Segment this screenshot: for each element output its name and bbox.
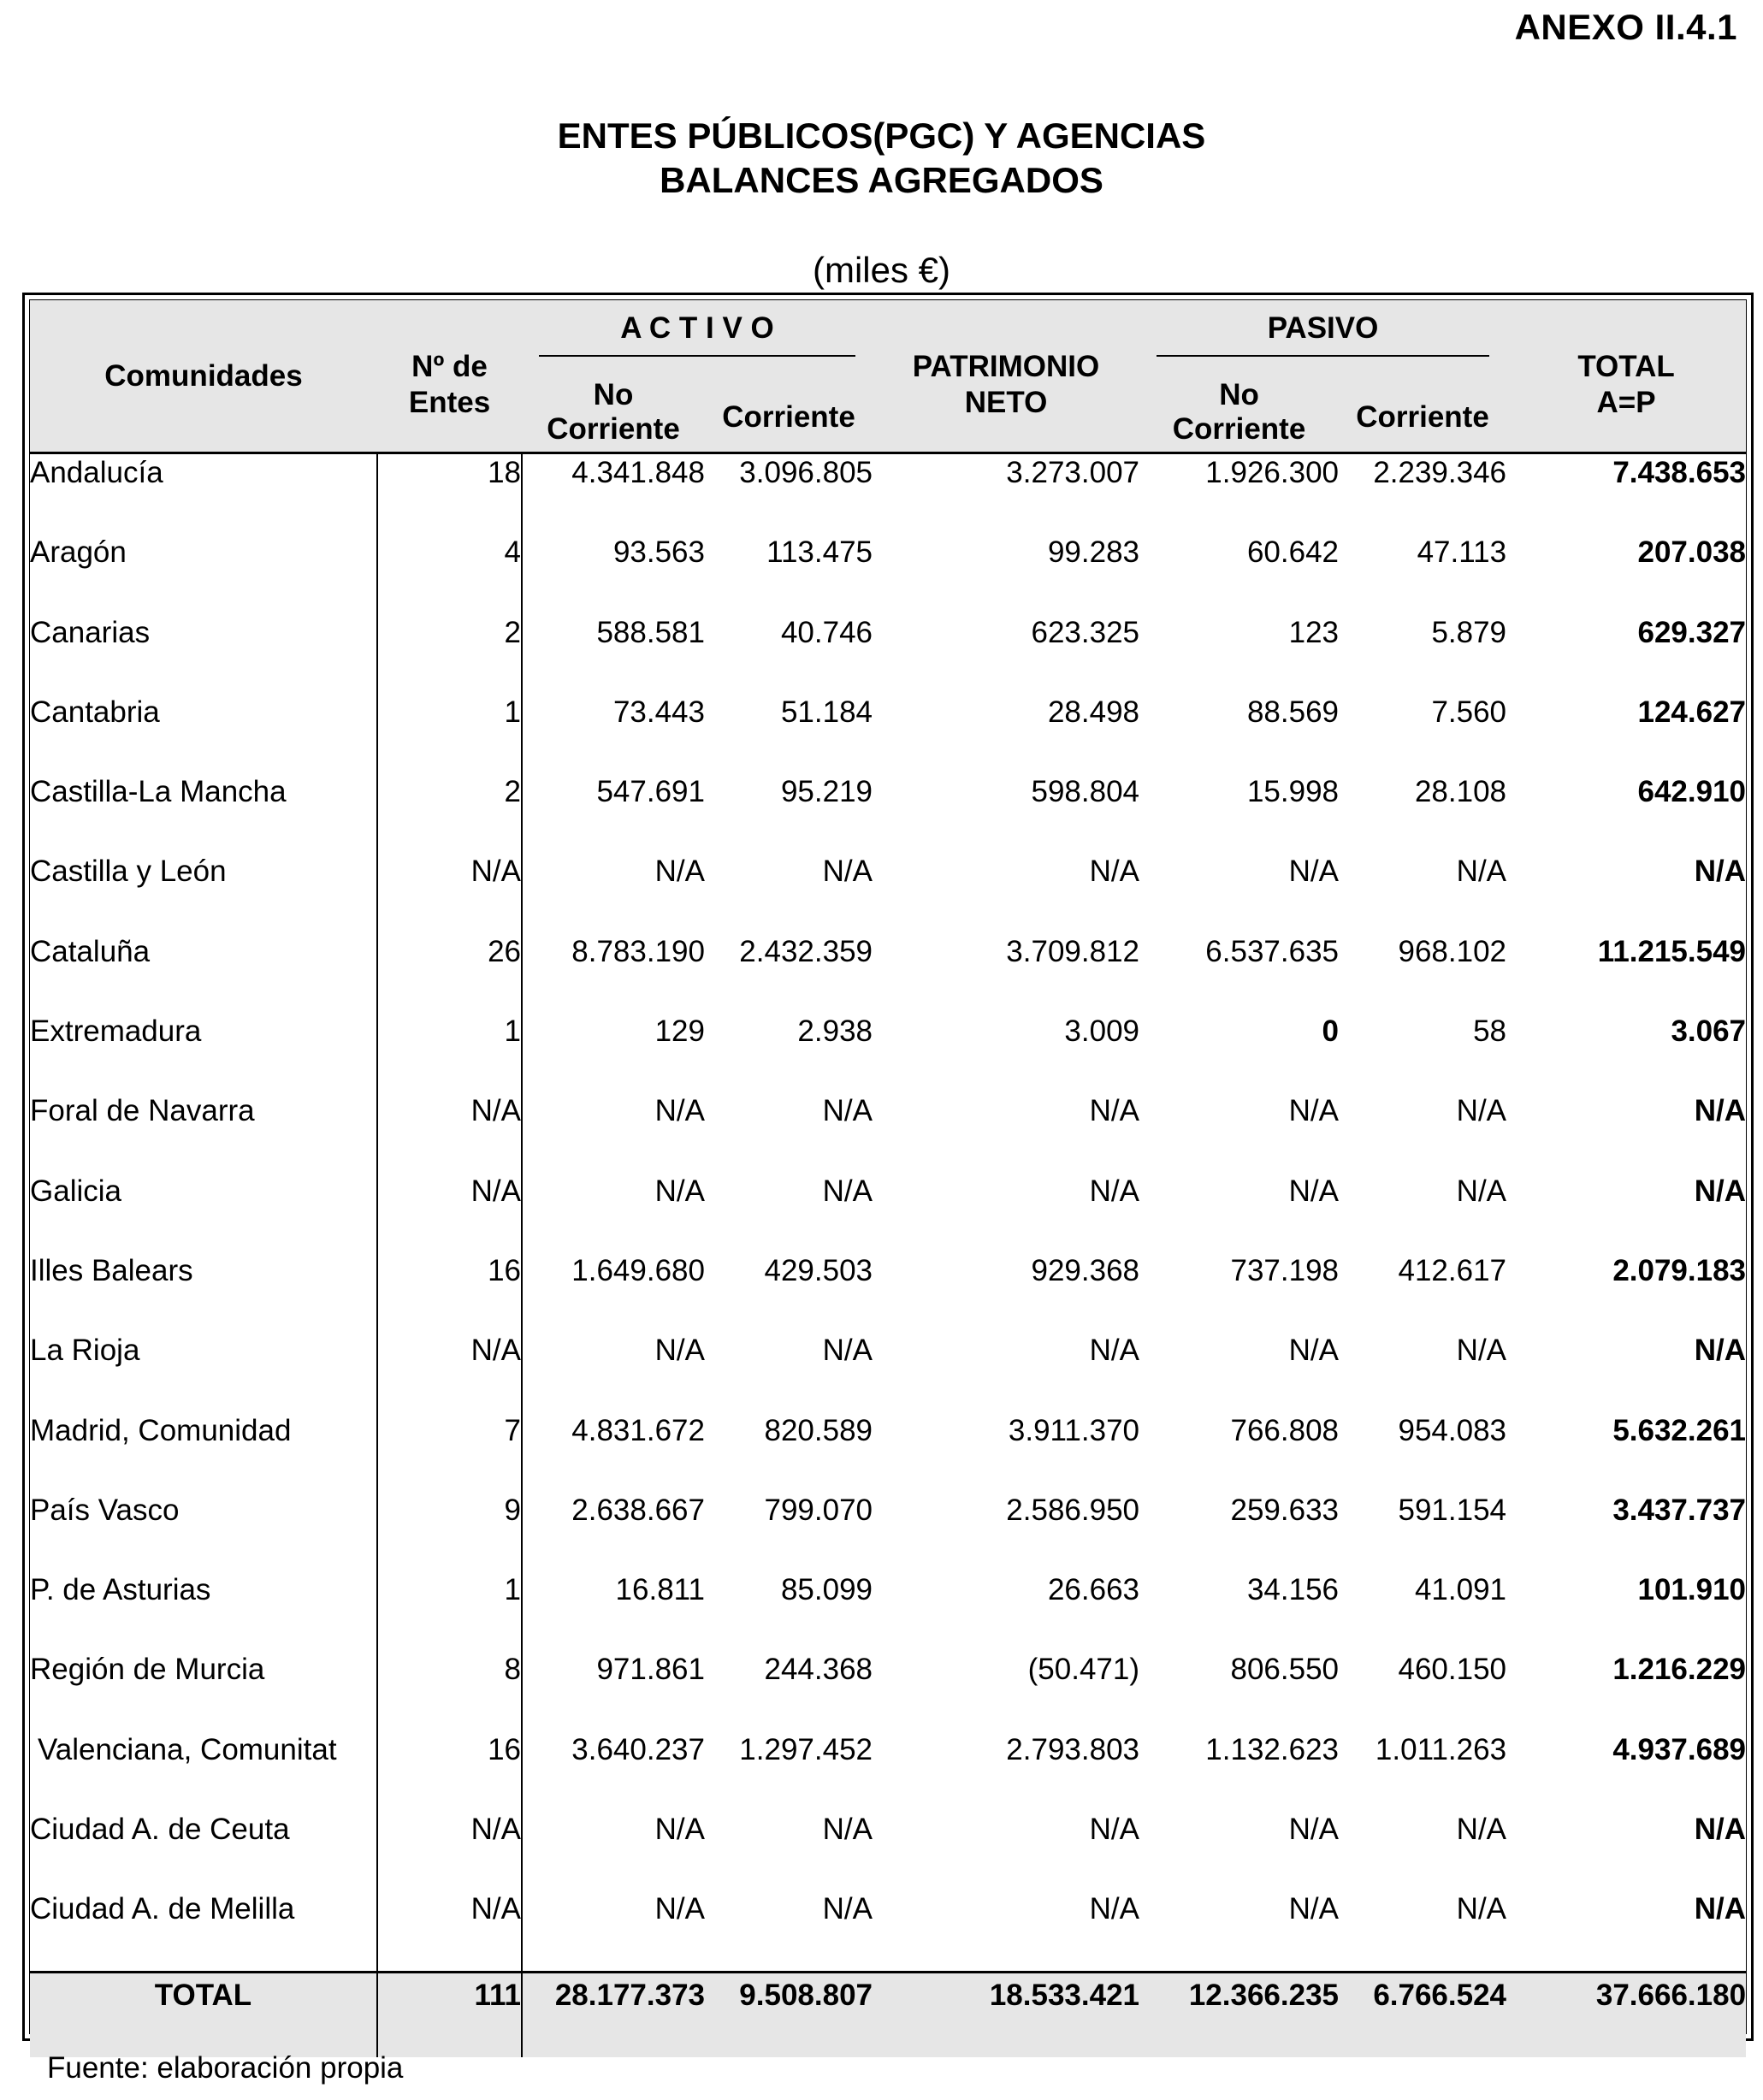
cell-pasivo-no-corriente: N/A [1288, 1813, 1340, 1847]
cell-n-entes: 2 [377, 614, 522, 694]
header-n-entes [377, 300, 522, 453]
cell-activo-corriente: 799.070 [764, 1493, 873, 1527]
cell-pasivo-corriente: N/A [1456, 1174, 1507, 1208]
cell-total-ap: 207.038 [1637, 535, 1747, 570]
cell-activo-no-corriente: N/A [654, 1813, 705, 1847]
cell-activo-no-corriente: N/A [654, 855, 705, 889]
cell-n-entes: 1 [377, 1571, 522, 1651]
cell-pasivo-corriente: 7.560 [1431, 695, 1507, 729]
balance-table [30, 300, 1746, 2057]
total-activo-no-corriente: 28.177.373 [522, 1972, 705, 2057]
cell-activo-no-corriente: 16.811 [615, 1573, 705, 1607]
cell-comunidad: Ciudad A. de Melilla [30, 1890, 377, 1972]
cell-activo-corriente: N/A [822, 855, 873, 889]
cell-pasivo-corriente: N/A [1456, 1892, 1507, 1926]
cell-total-ap: 3.437.737 [1612, 1493, 1747, 1527]
cell-activo-corriente: N/A [822, 1174, 873, 1208]
cell-activo-no-corriente: N/A [654, 1094, 705, 1128]
cell-total-ap: 7.438.653 [1612, 456, 1747, 489]
header-activo-no-corriente [522, 357, 705, 453]
cell-total-ap: 124.627 [1637, 695, 1747, 729]
cell-comunidad: Ciudad A. de Ceuta [30, 1811, 377, 1890]
cell-total-ap: N/A [1694, 1892, 1747, 1926]
cell-total-ap: 101.910 [1637, 1573, 1747, 1607]
cell-pasivo-corriente: N/A [1456, 1334, 1507, 1368]
total-patrimonio-neto: 18.533.421 [873, 1972, 1139, 2057]
cell-pasivo-no-corriente: 259.633 [1230, 1493, 1340, 1527]
cell-comunidad: Castilla-La Mancha [30, 773, 377, 853]
cell-pasivo-no-corriente: 15.998 [1246, 775, 1340, 809]
cell-pasivo-no-corriente: N/A [1288, 1892, 1340, 1926]
cell-patrimonio-neto: 3.709.812 [1006, 934, 1140, 968]
header-patrimonio-line1: PATRIMONIO [912, 349, 1100, 383]
cell-n-entes: 2 [377, 773, 522, 853]
header-total [1506, 300, 1746, 453]
cell-pasivo-no-corriente: N/A [1288, 1174, 1340, 1208]
cell-patrimonio-neto: N/A [1089, 1094, 1140, 1128]
cell-patrimonio-neto: N/A [1089, 855, 1140, 889]
header-n-entes-line2: Entes [408, 385, 491, 419]
cell-patrimonio-neto: N/A [1089, 1892, 1140, 1926]
cell-n-entes: 4 [377, 534, 522, 613]
header-pasivo-no-line2: Corriente [1172, 412, 1306, 446]
cell-activo-corriente: 95.219 [780, 775, 873, 809]
cell-n-entes: 7 [377, 1412, 522, 1492]
cell-n-entes: 1 [377, 1013, 522, 1092]
header-n-entes-line1: Nº de [411, 349, 488, 383]
header-pasivo-no-line1: No [1219, 378, 1259, 411]
cell-pasivo-corriente: 5.879 [1431, 615, 1507, 649]
table-body [30, 453, 1746, 1973]
header-activo-corriente [705, 357, 873, 453]
total-activo-corriente: 9.508.807 [705, 1972, 873, 2057]
cell-n-entes: N/A [377, 1092, 522, 1172]
cell-patrimonio-neto: 2.586.950 [1006, 1493, 1140, 1527]
header-total-line1: TOTAL [1577, 349, 1675, 383]
cell-total-ap: N/A [1694, 1334, 1747, 1368]
table-row [30, 933, 1746, 1013]
cell-total-ap: N/A [1694, 1174, 1747, 1208]
cell-patrimonio-neto: 26.663 [1047, 1573, 1140, 1607]
cell-total-ap: 1.216.229 [1612, 1653, 1747, 1687]
cell-activo-no-corriente: 4.831.672 [571, 1413, 705, 1447]
cell-pasivo-no-corriente: N/A [1288, 855, 1340, 889]
cell-comunidad: Cataluña [30, 933, 377, 1013]
cell-activo-no-corriente: 2.638.667 [571, 1493, 705, 1527]
header-pasivo-corriente [1339, 357, 1506, 453]
document-title: ENTES PÚBLICOS(PGC) Y AGENCIAS [557, 115, 1206, 156]
header-patrimonio-line2: NETO [964, 385, 1048, 419]
table-row [30, 1092, 1746, 1172]
cell-comunidad: Madrid, Comunidad [30, 1412, 377, 1492]
cell-activo-no-corriente: 8.783.190 [571, 934, 705, 968]
table-row [30, 1013, 1746, 1092]
cell-pasivo-no-corriente: 0 [1322, 1015, 1340, 1049]
cell-activo-no-corriente: 73.443 [612, 695, 705, 729]
cell-patrimonio-neto: 598.804 [1031, 775, 1140, 809]
cell-pasivo-corriente: 2.239.346 [1373, 456, 1507, 489]
header-patrimonio [873, 300, 1139, 453]
cell-comunidad: Castilla y León [30, 853, 377, 932]
cell-pasivo-no-corriente: 34.156 [1246, 1573, 1340, 1607]
table-row [30, 614, 1746, 694]
cell-pasivo-corriente: 412.617 [1398, 1253, 1507, 1287]
table-row [30, 1412, 1746, 1492]
cell-pasivo-corriente: 954.083 [1398, 1413, 1507, 1447]
cell-activo-corriente: 113.475 [766, 535, 873, 570]
cell-pasivo-no-corriente: 806.550 [1230, 1653, 1340, 1687]
header-activo-corriente-label: Corriente [722, 400, 855, 434]
cell-pasivo-corriente: N/A [1456, 855, 1507, 889]
cell-activo-corriente: 2.938 [797, 1015, 873, 1049]
cell-n-entes: N/A [377, 1332, 522, 1411]
cell-activo-corriente: N/A [822, 1334, 873, 1368]
cell-activo-no-corriente: 129 [654, 1015, 705, 1049]
table-row [30, 1252, 1746, 1332]
cell-pasivo-no-corriente: 88.569 [1246, 695, 1340, 729]
header-activo-label: A C T I V O [620, 311, 774, 345]
cell-pasivo-no-corriente: N/A [1288, 1334, 1340, 1368]
table-row [30, 1173, 1746, 1252]
cell-total-ap: N/A [1694, 1813, 1747, 1847]
cell-activo-corriente: 2.432.359 [739, 934, 873, 968]
cell-comunidad: Cantabria [30, 694, 377, 773]
table-row [30, 773, 1746, 853]
header-pasivo-label: PASIVO [1267, 311, 1379, 345]
cell-pasivo-no-corriente: 123 [1288, 615, 1340, 649]
cell-n-entes: N/A [377, 1811, 522, 1890]
annex-code: ANEXO II.4.1 [1514, 7, 1737, 47]
cell-patrimonio-neto: 2.793.803 [1006, 1732, 1140, 1766]
cell-comunidad: La Rioja [30, 1332, 377, 1411]
cell-total-ap: 11.215.549 [1597, 934, 1747, 968]
cell-activo-corriente: 85.099 [780, 1573, 873, 1607]
cell-patrimonio-neto: N/A [1089, 1334, 1140, 1368]
cell-activo-corriente: N/A [822, 1813, 873, 1847]
cell-n-entes: 16 [377, 1252, 522, 1332]
header-activo-no-line1: No [593, 378, 634, 411]
cell-pasivo-no-corriente: N/A [1288, 1094, 1340, 1128]
cell-patrimonio-neto: N/A [1089, 1174, 1140, 1208]
cell-comunidad: País Vasco [30, 1492, 377, 1571]
cell-comunidad: Galicia [30, 1173, 377, 1252]
cell-pasivo-corriente: 28.108 [1414, 775, 1507, 809]
cell-activo-no-corriente: 588.581 [596, 615, 705, 649]
table-row [30, 1332, 1746, 1411]
cell-activo-no-corriente: N/A [654, 1892, 705, 1926]
document-subtitle: BALANCES AGREGADOS [660, 160, 1103, 200]
cell-pasivo-no-corriente: 737.198 [1230, 1253, 1340, 1287]
cell-pasivo-corriente: 47.113 [1417, 535, 1507, 570]
cell-activo-corriente: 820.589 [764, 1413, 873, 1447]
cell-n-entes: 9 [377, 1492, 522, 1571]
cell-n-entes: 1 [377, 694, 522, 773]
cell-activo-no-corriente: 547.691 [596, 775, 705, 809]
cell-patrimonio-neto: 3.273.007 [1006, 456, 1140, 489]
total-total-ap: 37.666.180 [1506, 1972, 1746, 2057]
table-row [30, 1890, 1746, 1972]
cell-activo-no-corriente: 3.640.237 [571, 1732, 705, 1766]
table-row [30, 853, 1746, 932]
cell-n-entes: 26 [377, 933, 522, 1013]
cell-total-ap: 642.910 [1637, 775, 1747, 809]
header-activo [522, 300, 873, 357]
cell-pasivo-corriente: 41.091 [1414, 1573, 1507, 1607]
cell-total-ap: 3.067 [1671, 1015, 1747, 1049]
cell-comunidad: Extremadura [30, 1013, 377, 1092]
cell-pasivo-corriente: 591.154 [1398, 1493, 1507, 1527]
cell-activo-corriente: 244.368 [764, 1653, 873, 1687]
cell-patrimonio-neto: 28.498 [1047, 695, 1140, 729]
header-activo-no-line2: Corriente [547, 412, 680, 446]
table-row [30, 1731, 1746, 1811]
table-row [30, 1492, 1746, 1571]
cell-n-entes: 16 [377, 1731, 522, 1811]
table-row [30, 453, 1746, 535]
cell-total-ap: 2.079.183 [1612, 1253, 1747, 1287]
cell-patrimonio-neto: 929.368 [1031, 1253, 1140, 1287]
header-comunidades-label: Comunidades [104, 358, 303, 393]
cell-activo-no-corriente: 93.563 [612, 535, 705, 570]
cell-pasivo-no-corriente: 60.642 [1246, 535, 1340, 570]
table-row [30, 694, 1746, 773]
cell-pasivo-corriente: N/A [1456, 1094, 1507, 1128]
cell-total-ap: 5.632.261 [1612, 1413, 1747, 1447]
cell-activo-corriente: 40.746 [780, 615, 873, 649]
total-label: TOTAL [30, 1972, 377, 2057]
cell-activo-no-corriente: N/A [654, 1334, 705, 1368]
source-note: Fuente: elaboración propia [47, 2051, 404, 2085]
cell-n-entes: 8 [377, 1651, 522, 1730]
cell-comunidad: Illes Balears [30, 1252, 377, 1332]
cell-comunidad: P. de Asturias [30, 1571, 377, 1651]
table-row [30, 534, 1746, 613]
cell-activo-no-corriente: 971.861 [596, 1653, 705, 1687]
cell-pasivo-no-corriente: 1.926.300 [1205, 456, 1340, 489]
total-n-entes: 111 [377, 1972, 522, 2057]
cell-pasivo-corriente: 58 [1473, 1015, 1507, 1049]
cell-comunidad: Canarias [30, 614, 377, 694]
cell-patrimonio-neto: 623.325 [1031, 615, 1140, 649]
cell-comunidad: Aragón [30, 534, 377, 613]
cell-patrimonio-neto: (50.471) [1027, 1653, 1140, 1687]
header-pasivo-no-corriente [1139, 357, 1339, 453]
total-pasivo-no-corriente: 12.366.235 [1139, 1972, 1339, 2057]
cell-activo-corriente: 51.184 [780, 695, 873, 729]
table-row [30, 1811, 1746, 1890]
header-total-line2: A=P [1596, 385, 1656, 419]
cell-activo-no-corriente: 1.649.680 [571, 1253, 705, 1287]
cell-comunidad: Región de Murcia [30, 1651, 377, 1730]
cell-activo-corriente: 429.503 [764, 1253, 873, 1287]
cell-pasivo-no-corriente: 6.537.635 [1205, 934, 1340, 968]
cell-n-entes: N/A [377, 853, 522, 932]
cell-total-ap: 4.937.689 [1612, 1732, 1747, 1766]
total-pasivo-corriente: 6.766.524 [1339, 1972, 1506, 2057]
table-total [30, 1972, 1746, 2057]
cell-total-ap: 629.327 [1637, 615, 1747, 649]
cell-patrimonio-neto: 3.911.370 [1008, 1413, 1140, 1447]
cell-n-entes: N/A [377, 1173, 522, 1252]
cell-n-entes: N/A [377, 1890, 522, 1972]
cell-total-ap: N/A [1694, 1094, 1747, 1128]
total-row [30, 1972, 1746, 2057]
cell-pasivo-corriente: N/A [1456, 1813, 1507, 1847]
cell-pasivo-corriente: 1.011.263 [1375, 1732, 1507, 1766]
cell-total-ap: N/A [1694, 855, 1747, 889]
cell-pasivo-no-corriente: 766.808 [1230, 1413, 1340, 1447]
header-comunidades [30, 300, 377, 453]
cell-activo-no-corriente: N/A [654, 1174, 705, 1208]
cell-pasivo-corriente: 968.102 [1398, 934, 1507, 968]
cell-activo-corriente: N/A [822, 1892, 873, 1926]
table-row [30, 1571, 1746, 1651]
cell-comunidad: Valenciana, Comunitat [30, 1731, 377, 1811]
cell-activo-corriente: 3.096.805 [739, 456, 873, 489]
cell-activo-corriente: 1.297.452 [739, 1732, 873, 1766]
cell-activo-no-corriente: 4.341.848 [571, 456, 705, 489]
units-label: (miles €) [812, 250, 950, 290]
cell-patrimonio-neto: 99.283 [1047, 535, 1140, 570]
cell-patrimonio-neto: 3.009 [1064, 1015, 1140, 1049]
cell-pasivo-corriente: 460.150 [1398, 1653, 1507, 1687]
cell-activo-corriente: N/A [822, 1094, 873, 1128]
cell-n-entes: 18 [377, 453, 522, 535]
cell-comunidad: Foral de Navarra [30, 1092, 377, 1172]
cell-pasivo-no-corriente: 1.132.623 [1205, 1732, 1340, 1766]
header-pasivo-corriente-label: Corriente [1356, 400, 1489, 434]
table-row [30, 1651, 1746, 1730]
cell-comunidad: Andalucía [30, 453, 377, 535]
cell-patrimonio-neto: N/A [1089, 1813, 1140, 1847]
header-pasivo [1139, 300, 1506, 357]
